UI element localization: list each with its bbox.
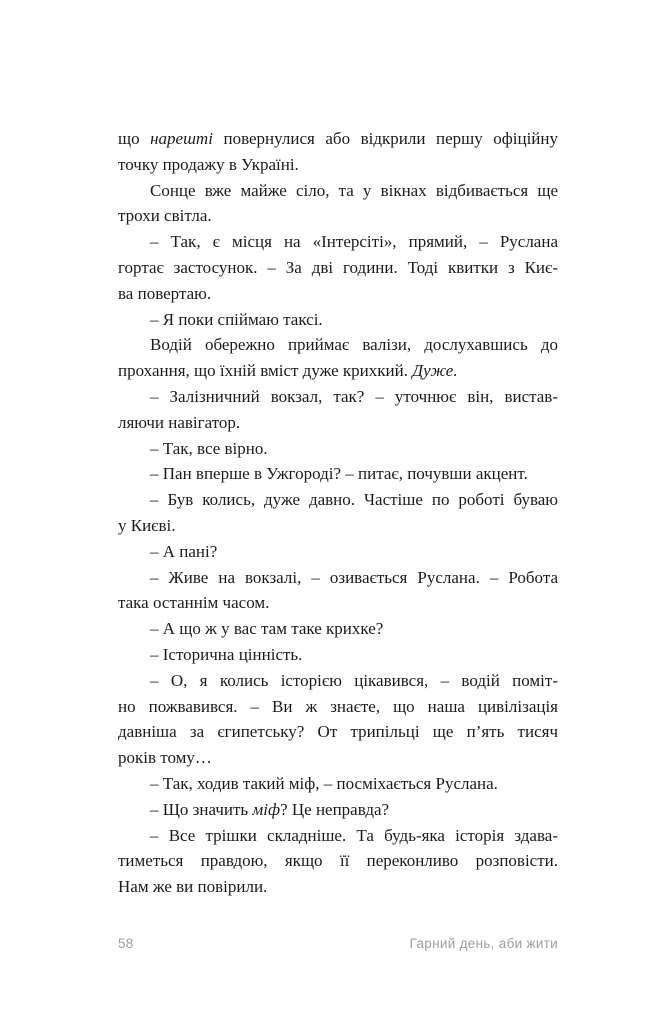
paragraph — [118, 642, 558, 668]
text-run: – А пані? — [150, 541, 218, 561]
paragraph — [118, 616, 558, 642]
text-run: Нам же ви повірили. — [118, 877, 268, 897]
text-run: прохання, що їхній вміст дуже крихкий. — [118, 361, 413, 381]
text-line — [118, 410, 558, 436]
text-line — [118, 126, 558, 152]
text-line — [118, 616, 558, 642]
text-line — [118, 668, 558, 694]
text-run: точку продажу в Україні. — [118, 154, 299, 174]
text-run: Водій обережно приймає валізи, дослухавшись до — [150, 335, 558, 355]
text-run: що — [118, 129, 151, 148]
text-line — [118, 771, 558, 797]
text-line — [118, 874, 558, 900]
text-line — [118, 487, 558, 513]
text-line — [118, 255, 558, 281]
text-run: – Я поки спіймаю таксі. — [150, 309, 323, 329]
text-line — [118, 384, 558, 410]
paragraph — [118, 178, 558, 230]
text-line — [118, 229, 558, 255]
paragraph — [118, 668, 558, 771]
text-run: у Києві. — [118, 515, 176, 535]
text-run: – Залізничний вокзал, так? – уточнює він, вистав- — [150, 386, 558, 406]
page-footer — [118, 936, 558, 951]
text-run: трохи світла. — [118, 206, 212, 226]
text-run: – Живе на вокзалі, – озивається Руслана. – Робота — [150, 567, 558, 587]
paragraph — [118, 797, 558, 823]
text-line — [118, 332, 558, 358]
paragraph — [118, 771, 558, 797]
text-run: – О, я колись історією цікавився, – водій поміт- — [150, 670, 558, 690]
text-run: років тому… — [118, 748, 212, 768]
text-line — [118, 436, 558, 462]
text-run: ? Це неправда? — [280, 799, 390, 819]
text-run: ляючи навігатор. — [118, 412, 241, 432]
page-number: 58 — [118, 936, 134, 951]
text-line — [118, 461, 558, 487]
text-line — [118, 848, 558, 874]
text-run: – Що значить — [150, 799, 253, 819]
text-line — [118, 797, 558, 823]
text-line — [118, 719, 558, 745]
text-line — [118, 152, 558, 178]
text-run: – Так, ходив такий міф, – посміхається Руслана. — [150, 773, 498, 793]
text-line — [118, 745, 558, 771]
text-run: давніша за єгипетську? От трипільці ще п’ять тисяч — [118, 722, 558, 742]
text-run: ва повертаю. — [118, 283, 212, 303]
text-run: повернулися або відкрили першу офіційну — [212, 129, 558, 148]
text-run: – Так, все вірно. — [150, 438, 268, 458]
text-line — [118, 642, 558, 668]
text-line — [118, 178, 558, 204]
paragraph — [118, 384, 558, 436]
text-run: Сонце вже майже сіло, та у вікнах відбивається ще — [150, 180, 558, 200]
paragraph — [118, 126, 558, 178]
text-run: – Історична цінність. — [150, 644, 303, 664]
paragraph — [118, 229, 558, 306]
italic-text-run: Дуже. — [412, 361, 458, 381]
text-run: така останнім часом. — [118, 593, 270, 613]
text-run: – Пан вперше в Ужгороді? – питає, почувши акцент. — [150, 464, 528, 484]
italic-text-run: міф — [252, 799, 281, 819]
paragraph — [118, 436, 558, 462]
text-line — [118, 513, 558, 539]
text-block — [118, 126, 558, 900]
text-line — [118, 358, 558, 384]
text-line — [118, 590, 558, 616]
text-line — [118, 281, 558, 307]
text-run: – Був колись, дуже давно. Частіше по роботі буваю — [150, 490, 558, 510]
paragraph — [118, 565, 558, 617]
text-run: – Так, є місця на «Інтерсіті», прямий, – Руслана — [150, 232, 558, 252]
text-line — [118, 823, 558, 849]
paragraph — [118, 487, 558, 539]
text-line — [118, 565, 558, 591]
text-line — [118, 694, 558, 720]
text-run: тиметься правдою, якщо її переконливо розповісти. — [118, 851, 558, 871]
paragraph — [118, 539, 558, 565]
text-line — [118, 307, 558, 333]
paragraph — [118, 823, 558, 900]
paragraph — [118, 307, 558, 333]
text-line — [118, 203, 558, 229]
text-run: но пожвавився. – Ви ж знаєте, що наша цивілізація — [118, 696, 558, 716]
running-title: Гарний день, аби жити — [409, 936, 558, 951]
text-run: гортає застосунок. – За дві години. Тоді квитки з Киє- — [118, 257, 558, 277]
text-run: – Все трішки складніше. Та будь-яка історія здава- — [150, 825, 558, 845]
italic-text-run: нарешті — [150, 129, 213, 148]
text-line — [118, 539, 558, 565]
paragraph — [118, 332, 558, 384]
text-run: – А що ж у вас там таке крихке? — [150, 619, 384, 639]
paragraph — [118, 461, 558, 487]
